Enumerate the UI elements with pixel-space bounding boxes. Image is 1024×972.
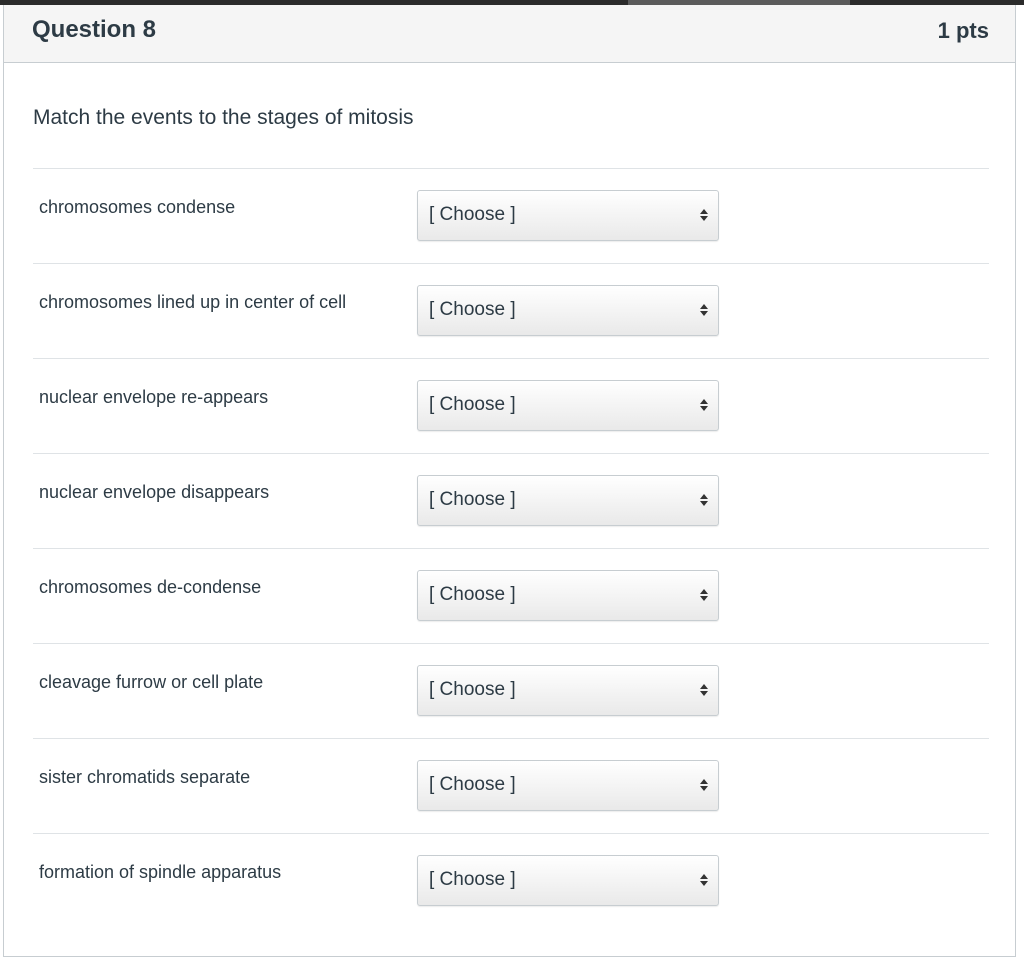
select-value: [ Choose ]: [429, 774, 516, 795]
question-title: Question 8: [32, 16, 157, 43]
stage-select[interactable]: [417, 855, 719, 906]
match-row: [33, 358, 989, 453]
stage-select[interactable]: [417, 380, 719, 431]
sort-arrows-icon: [699, 870, 709, 890]
sort-arrows-icon: [699, 585, 709, 605]
stage-select[interactable]: [417, 760, 719, 811]
match-list: [33, 168, 989, 928]
match-label: sister chromatids separate: [39, 767, 251, 787]
match-label: chromosomes de-condense: [39, 577, 262, 597]
match-label: nuclear envelope disappears: [39, 482, 270, 502]
stage-select[interactable]: [417, 665, 719, 716]
sort-arrows-icon: [699, 680, 709, 700]
sort-arrows-icon: [699, 395, 709, 415]
match-label: chromosomes lined up in center of cell: [39, 292, 347, 312]
question-prompt: Match the events to the stages of mitosis: [33, 106, 414, 129]
stage-select[interactable]: [417, 570, 719, 621]
match-label: chromosomes condense: [39, 197, 236, 217]
select-value: [ Choose ]: [429, 489, 516, 510]
match-label: formation of spindle apparatus: [39, 862, 282, 882]
match-row: [33, 263, 989, 358]
match-row: [33, 833, 989, 928]
stage-select[interactable]: [417, 475, 719, 526]
question-card: [3, 5, 1016, 957]
question-points: 1 pts: [937, 18, 989, 43]
match-label: nuclear envelope re-appears: [39, 387, 269, 407]
match-row: [33, 738, 989, 833]
select-value: [ Choose ]: [429, 584, 516, 605]
select-value: [ Choose ]: [429, 204, 516, 225]
sort-arrows-icon: [699, 205, 709, 225]
match-row: [33, 453, 989, 548]
match-label: cleavage furrow or cell plate: [39, 672, 264, 692]
select-value: [ Choose ]: [429, 299, 516, 320]
select-value: [ Choose ]: [429, 869, 516, 890]
sort-arrows-icon: [699, 300, 709, 320]
select-value: [ Choose ]: [429, 679, 516, 700]
select-value: [ Choose ]: [429, 394, 516, 415]
stage-select[interactable]: [417, 285, 719, 336]
match-row: [33, 548, 989, 643]
stage-select[interactable]: [417, 190, 719, 241]
match-row: [33, 643, 989, 738]
sort-arrows-icon: [699, 775, 709, 795]
sort-arrows-icon: [699, 490, 709, 510]
question-header: [4, 5, 1015, 63]
match-row: [33, 168, 989, 263]
